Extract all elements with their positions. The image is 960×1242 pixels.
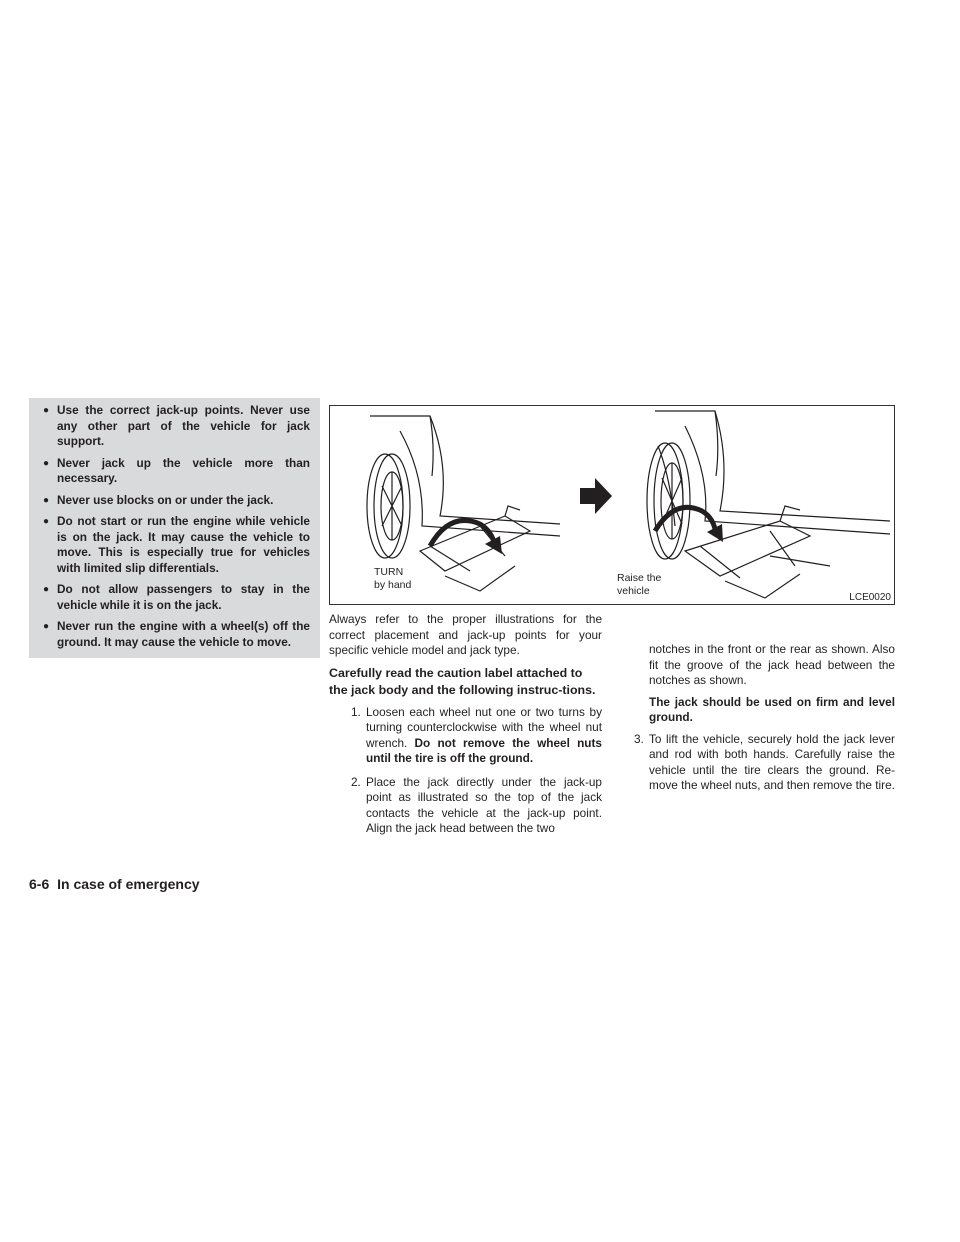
step-warning: Do not remove the wheel nuts until the tire is off the ground. [366, 735, 602, 765]
warning-item: ● Do not allow passengers to stay in the vehicle while it is on the jack. [43, 582, 310, 613]
step-item [329, 705, 602, 767]
jack-drawing [330, 406, 894, 604]
step-text: Place the jack directly under the jack-up point as illustrated so the top of the jack contacts the vehicle at the jack-up point. Align the jack head between the two [366, 774, 602, 835]
step-item [613, 732, 895, 794]
step-text: To lift the vehicle, securely hold the jack lever and rod with both hands. Carefully raise the vehicle until the tire clears the ground. Re-move the wheel nuts, and then remove the tire. [649, 731, 895, 792]
step-number: 2. [351, 774, 361, 789]
figure-label-raise: Raise the [617, 572, 662, 584]
warning-item: ● Never run the engine with a wheel(s) off the ground. It may cause the vehicle to move. [43, 619, 310, 650]
step-number: 1. [351, 704, 361, 719]
step-text: Loosen each wheel nut one or two turns by turning counterclockwise with the wheel nut wrench. [366, 704, 602, 750]
jack-illustration [329, 405, 895, 605]
figure-code: LCE0020 [849, 592, 891, 603]
figure-label-turn: TURN [374, 566, 404, 578]
step-item [329, 775, 602, 837]
warning-item: ● Never jack up the vehicle more than necessary. [43, 456, 310, 487]
warning-item: ● Do not start or run the engine while vehicle is on the jack. It may cause the vehicle to move. This is especially true for vehicles with limited slip differentials. [43, 514, 310, 576]
warning-list [43, 403, 310, 650]
step-warning: The jack should be used on firm and level ground. [649, 694, 895, 724]
steps-list [329, 705, 602, 837]
step-continuation: notches in the front or the rear as shown. Also fit the groove of the jack head between the notches as shown. [649, 642, 895, 687]
figure-label-vehicle: vehicle [617, 585, 650, 597]
body-column-left [329, 612, 602, 845]
step-number: 3. [634, 731, 644, 746]
warning-item: ● Use the correct jack-up points. Never use any other part of the vehicle for jack support. [43, 403, 310, 450]
steps-list [613, 732, 895, 794]
page-footer [29, 876, 200, 892]
warning-item: ● Never use blocks on or under the jack. [43, 493, 310, 509]
section-title: In case of emergency [57, 876, 200, 892]
page-number: 6-6 [29, 876, 50, 892]
figure-label-by-hand: by hand [374, 579, 412, 591]
caution-lead: Carefully read the caution label attached to the jack body and the following instruc-tions. [329, 665, 596, 697]
body-column-right [613, 642, 895, 802]
intro-paragraph: Always refer to the proper illustrations for the correct placement and jack-up points for your specific vehicle model and jack type. [329, 612, 602, 657]
warning-box [29, 398, 320, 658]
